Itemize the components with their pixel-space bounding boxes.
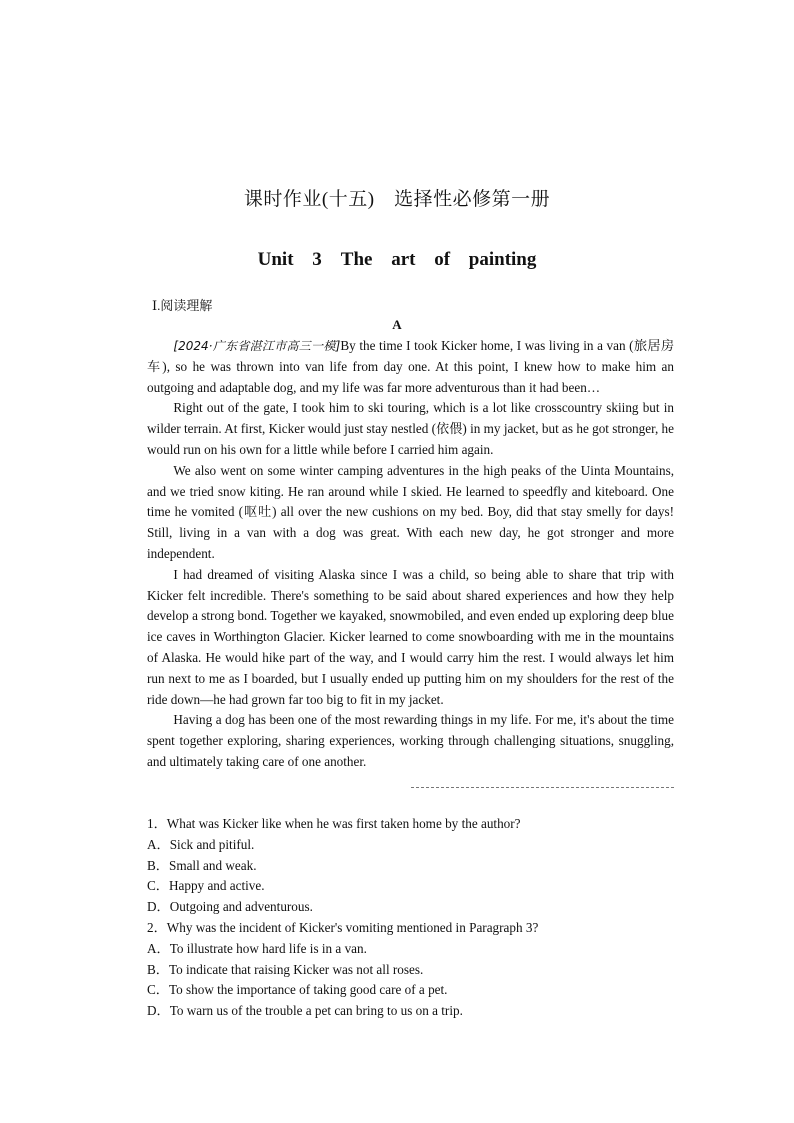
question-2-option-d: D．To warn us of the trouble a pet can bring to us on a trip. [147, 1003, 463, 1019]
section-label: Ⅰ.阅读理解 [152, 298, 213, 313]
question-1-option-a: A．Sick and pitiful. [147, 836, 255, 852]
source-citation: [2024·广东省湛江市高三一模] [173, 339, 341, 353]
question-1-option-b: B．Small and weak. [147, 857, 257, 873]
question-2-option-a: A．To illustrate how hard life is in a van. [147, 940, 367, 956]
question-2-stem: 2．Why was the incident of Kicker's vomiting mentioned in Paragraph 3? [147, 919, 539, 935]
unit-title: Unit 3 The art of painting [257, 249, 537, 270]
paragraph-3: We also went on some winter camping adventures in the high peaks of the Uinta Mountains, and we tried snow kiting. He ran around while I skied. He learned to speedfly and kiteboard. One time he vomited (呕吐) all over the new cushions on my bed. Boy, did that stay smelly for days! Still, living in a van with a dog was great. With each new day, he got stronger and more independent. [147, 462, 674, 561]
paragraph-2: Right out of the gate, I took him to ski touring, which is a lot like crosscountry skiing but in wilder terrain. At first, Kicker would just stay nestled (依偎) in my jacket, but as he got stronger, he would run on his own for a little while before I carried him again. [147, 400, 674, 457]
paragraph-1 [147, 336, 674, 398]
question-1-option-d: D．Outgoing and adventurous. [147, 899, 313, 915]
divider-line [411, 787, 674, 788]
passage-body [147, 336, 674, 773]
page-title: 课时作业(十五) 选择性必修第一册 [243, 189, 551, 210]
paragraph-1-text: By the time I took Kicker home, I was living in a van (旅居房车), so he was thrown into van life from day one. At this point, I knew how to make him an outgoing and adaptable dog, and my life was far more adventurous than it had been… [147, 338, 675, 395]
questions-block [147, 814, 687, 1022]
passage-label: A [392, 317, 402, 332]
question-2-option-b: B．To indicate that raising Kicker was not all roses. [147, 961, 424, 977]
paragraph-5: Having a dog has been one of the most rewarding things in my life. For me, it's about the time spent together exploring, sharing experiences, working through challenging situations, snuggling, and ultimately taking care of one another. [147, 712, 674, 769]
question-2-option-c: C．To show the importance of taking good care of a pet. [147, 982, 448, 998]
question-1-stem: 1．What was Kicker like when he was first taken home by the author? [147, 816, 521, 831]
paragraph-4: I had dreamed of visiting Alaska since I was a child, so being able to share that trip with Kicker felt incredible. There's something to be said about shared experiences and how they help develop a strong bond. Together we kayaked, snowmobiled, and even ended up exploring deep blue ice caves in Worthington Glacier. Kicker learned to come snowboarding with me in the mountains of Alaska. He would hike part of the way, and I would carry him the rest. I would always let him run next to me as I boarded, but I usually ended up putting him on my shoulders for the rest of the ride down—he had grown far too big to fit in my jacket. [147, 566, 674, 707]
question-1-option-c: C．Happy and active. [147, 878, 265, 894]
